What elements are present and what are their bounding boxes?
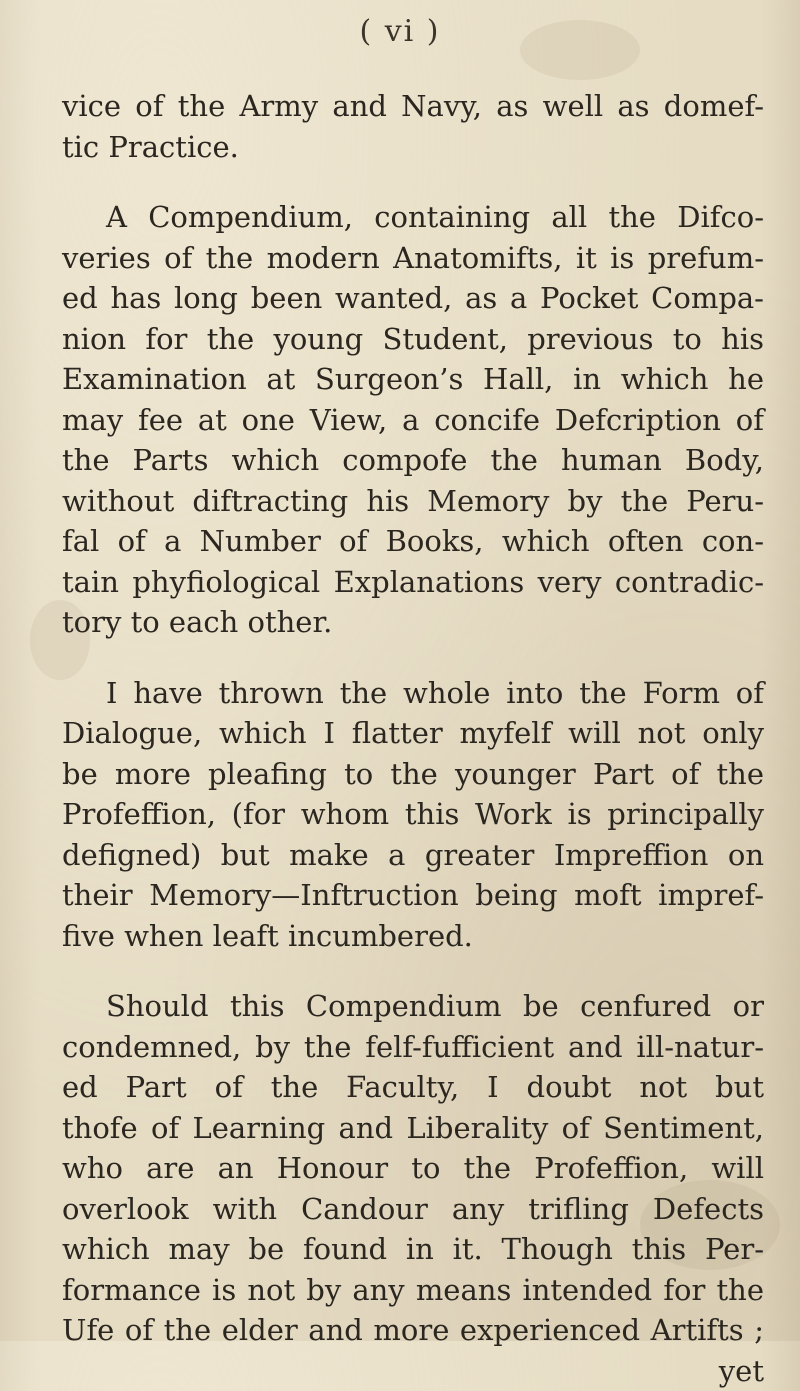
text-line: their Memory—Inftruction being moft impref- [62,878,764,912]
text-line: without diftracting his Memory by the Peru- [62,484,764,518]
text-line: which may be found in it. Though this Per- [62,1232,764,1266]
text-line: fal of a Number of Books, which often con- [62,524,764,558]
text-line: Profeffion, (for whom this Work is principally [62,797,764,831]
text-line: Ufe of the elder and more experienced Artifts ; [62,1313,764,1347]
text-line: formance is not by any means intended for the [62,1273,764,1307]
text-line: overlook with Candour any trifling Defects [62,1192,764,1226]
text-line: ed Part of the Faculty, I doubt not but [62,1070,764,1104]
text-line: tic Practice. [62,130,239,164]
text-line: may fee at one View, a concife Defcription of [62,403,764,437]
text-line: who are an Honour to the Profeffion, will [62,1151,764,1185]
text-line: I have thrown the whole into the Form of [106,676,764,710]
text-line: be more pleafing to the younger Part of the [62,757,764,791]
text-line: nion for the young Student, previous to his [62,322,764,356]
text-line: yet [718,1354,764,1388]
text-line: A Compendium, containing all the Difco- [106,200,764,234]
text-line: Examination at Surgeon’s Hall, in which he [62,362,764,396]
text-line: vice of the Army and Navy, as well as domef- [62,89,764,123]
page-number: ( vi ) [359,14,441,49]
text-line: the Parts which compofe the human Body, [62,443,764,477]
text-line: veries of the modern Anatomifts, it is prefum- [62,241,764,275]
text-line: thofe of Learning and Liberality of Sentiment, [62,1111,764,1145]
text-line: defigned) but make a greater Impreffion on [62,838,764,872]
text-line: condemned, by the felf-fufficient and ill-natur- [62,1030,764,1064]
text-line: Dialogue, which I flatter myfelf will not only [62,716,764,750]
text-line: Should this Compendium be cenfured or [106,989,764,1023]
text-line: ed has long been wanted, as a Pocket Compa- [62,281,764,315]
text-line: tory to each other. [62,605,333,639]
text-line: five when leaft incumbered. [62,919,473,953]
text-line: tain phyfiological Explanations very contradic- [62,565,764,599]
